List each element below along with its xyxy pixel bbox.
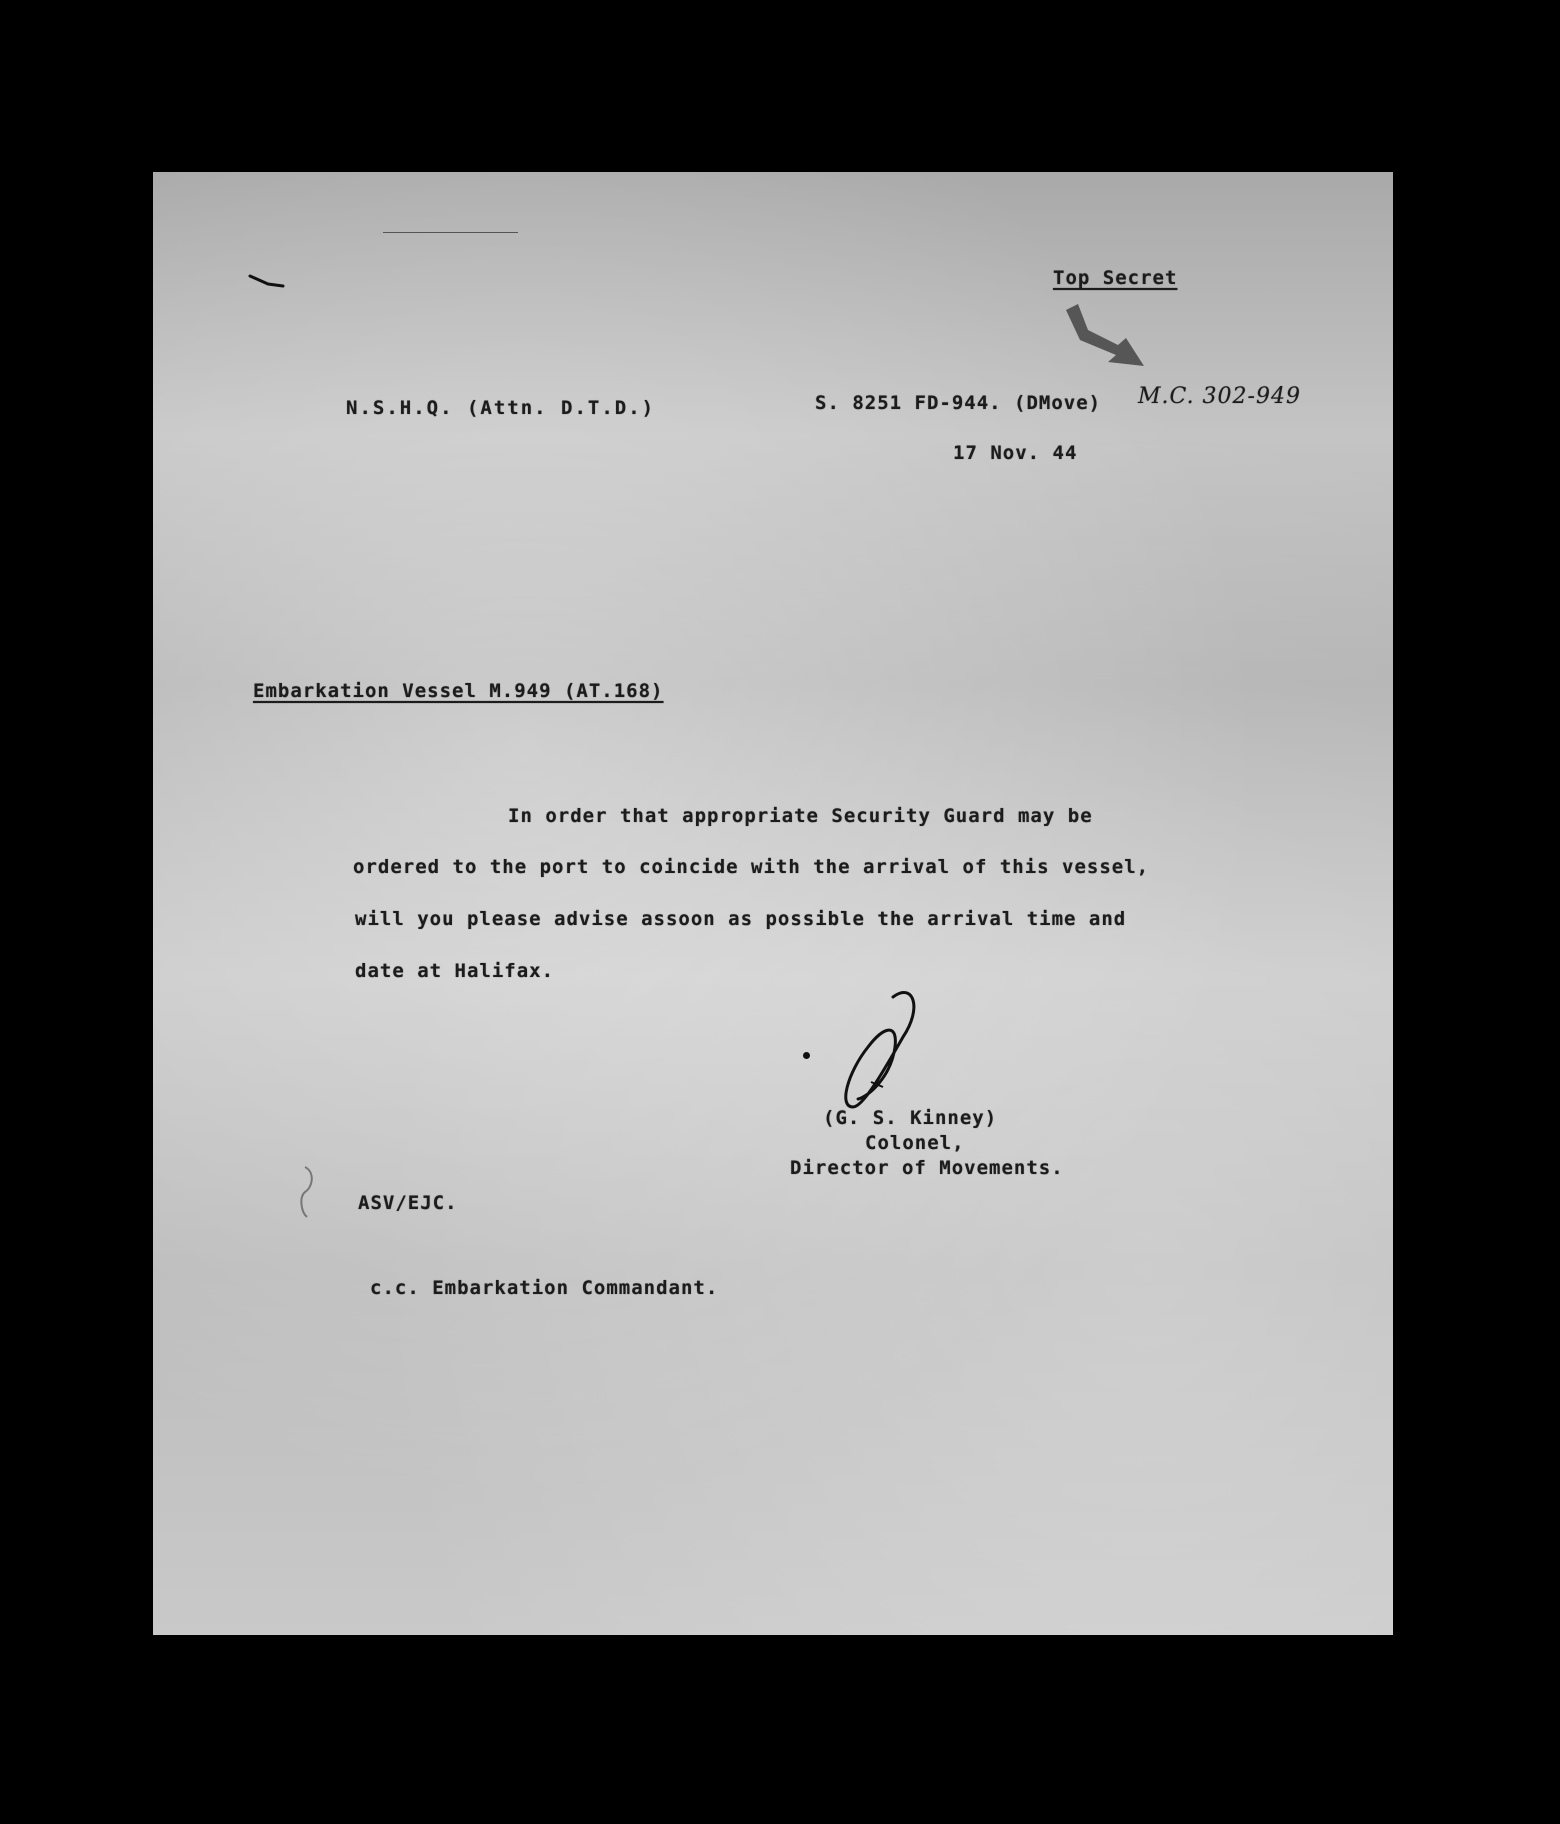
arrow-stamp-icon xyxy=(1058,300,1153,375)
classification-stamp: Top Secret xyxy=(1053,267,1178,289)
addressee: N.S.H.Q. (Attn. D.T.D.) xyxy=(346,397,656,419)
ink-dot xyxy=(803,1052,810,1059)
top-rule xyxy=(383,232,518,233)
document-page xyxy=(153,172,1393,1635)
body-line-4: date at Halifax. xyxy=(355,960,555,982)
pencil-mark-icon xyxy=(293,1162,323,1222)
carbon-copy-line: c.c. Embarkation Commandant. xyxy=(370,1277,719,1299)
signature-icon xyxy=(823,987,933,1127)
signatory-title: Director of Movements. xyxy=(790,1157,1064,1179)
signatory-rank: Colonel, xyxy=(865,1132,965,1154)
handwritten-reference: M.C. 302-949 xyxy=(1138,384,1301,409)
signatory-name: (G. S. Kinney) xyxy=(823,1107,998,1129)
body-line-3: will you please advise assoon as possible the arrival time and xyxy=(355,908,1127,930)
letter-date: 17 Nov. 44 xyxy=(953,442,1078,464)
body-line-1: In order that appropriate Security Guard may be xyxy=(508,805,1093,827)
file-reference: S. 8251 FD-944. (DMove) xyxy=(815,392,1102,414)
typist-initials: ASV/EJC. xyxy=(358,1192,458,1214)
body-line-2: ordered to the port to coincide with the arrival of this vessel, xyxy=(353,856,1150,878)
subject-line: Embarkation Vessel M.949 (AT.168) xyxy=(253,680,664,702)
stray-mark-icon xyxy=(248,272,288,292)
